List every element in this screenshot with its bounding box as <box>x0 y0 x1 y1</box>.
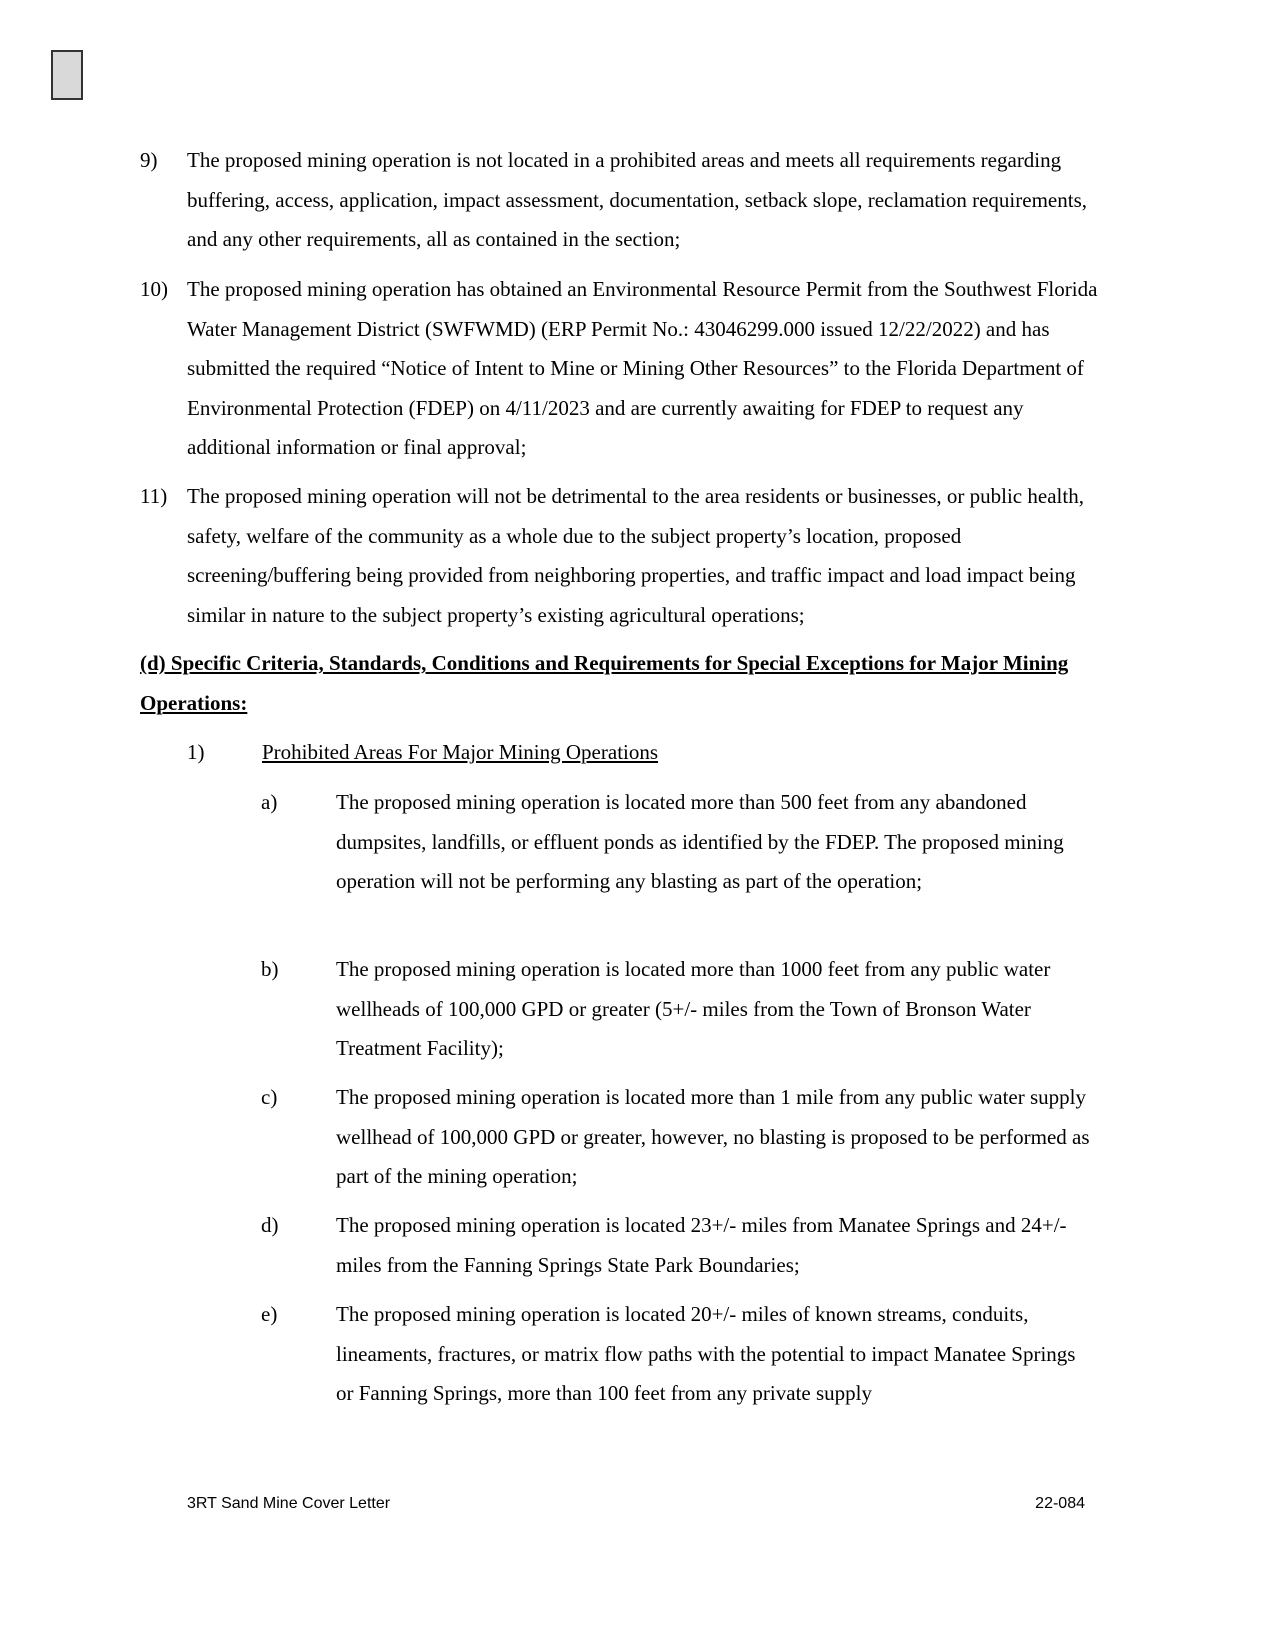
sub-item-text: The proposed mining operation is located more than 1000 feet from any public water wellheads of 100,000 GPD or greater (5+/- miles from the Town of Bronson Water Treatment Facility); <box>336 957 1051 1060</box>
list-item-number: 10) <box>140 277 168 301</box>
sub-item-letter: e) <box>261 1302 278 1326</box>
sub-item-c <box>261 1078 1091 1197</box>
sub-item-letter: d) <box>261 1213 279 1237</box>
subsection-title: Prohibited Areas For Major Mining Operations <box>262 740 659 764</box>
list-item-text: The proposed mining operation will not be detrimental to the area residents or businesses, or public health, safety, welfare of the community as a whole due to the subject property’s location, proposed screening/buffering being provided from neighboring properties, and traffic impact and load impact being similar in nature to the subject property’s existing agricultural operations; <box>187 484 1084 627</box>
list-item-text: The proposed mining operation is not located in a prohibited areas and meets all requirements regarding buffering, access, application, impact assessment, documentation, setback slope, reclamation requirements, and any other requirements, all as contained in the section; <box>187 148 1087 251</box>
sub-item-letter: b) <box>261 957 279 981</box>
list-item-number: 9) <box>140 148 158 172</box>
footer-project-number: 22-084 <box>1035 1495 1085 1512</box>
sub-item-text: The proposed mining operation is located 23+/- miles from Manatee Springs and 24+/- miles from the Fanning Springs State Park Boundaries; <box>336 1213 1067 1277</box>
list-item-9 <box>140 141 1100 260</box>
list-item-text: The proposed mining operation has obtained an Environmental Resource Permit from the Southwest Florida Water Management District (SWFWMD) (ERP Permit No.: 43046299.000 issued 12/22/2022) and has submitted the required “Notice of Intent to Mine or Mining Other Resources” to the Florida Department of Environmental Protection (FDEP) on 4/11/2023 and are currently awaiting for FDEP to request any additional information or final approval; <box>187 277 1098 459</box>
sub-item-text: The proposed mining operation is located 20+/- miles of known streams, conduits, lineaments, fractures, or matrix flow paths with the potential to impact Manatee Springs or Fanning Springs, more than 100 feet from any private supply <box>336 1302 1076 1405</box>
subsection-number: 1) <box>187 740 205 764</box>
sub-item-letter: c) <box>261 1085 278 1109</box>
sub-item-text: The proposed mining operation is located more than 500 feet from any abandoned dumpsites, landfills, or effluent ponds as identified by the FDEP. The proposed mining operation will not be performing any blasting as part of the operation; <box>336 790 1064 893</box>
section-heading: (d) Specific Criteria, Standards, Conditions and Requirements for Special Exceptions for Major Mining Operations: <box>140 651 1069 715</box>
list-item-10 <box>140 270 1100 468</box>
sub-item-b <box>261 950 1091 1069</box>
sub-item-a <box>261 783 1091 902</box>
sub-item-letter: a) <box>261 790 278 814</box>
margin-marker-box <box>51 50 83 100</box>
sub-item-e <box>261 1295 1091 1414</box>
list-item-11 <box>140 477 1100 635</box>
sub-item-text: The proposed mining operation is located more than 1 mile from any public water supply wellhead of 100,000 GPD or greater, however, no blasting is proposed to be performed as part of the mining operation; <box>336 1085 1090 1188</box>
list-item-number: 11) <box>140 484 168 508</box>
sub-item-d <box>261 1206 1091 1285</box>
subsection-heading <box>187 733 1087 773</box>
footer-document-title: 3RT Sand Mine Cover Letter <box>187 1495 391 1512</box>
